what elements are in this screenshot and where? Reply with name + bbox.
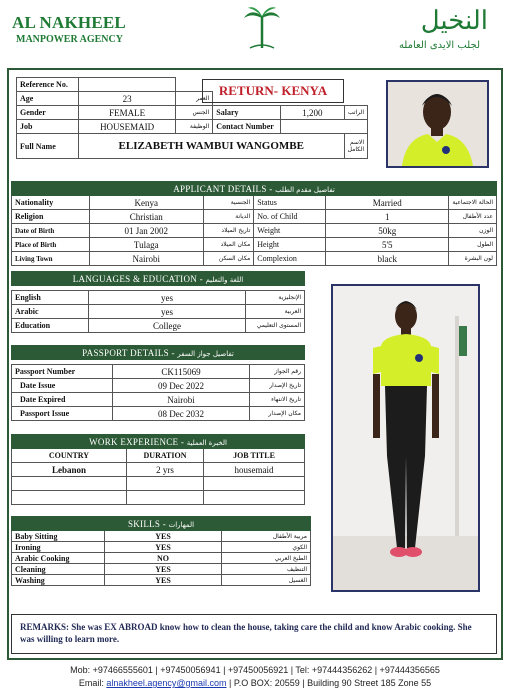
brand-subtitle-arabic: لجلب الايدى العامله xyxy=(398,40,480,51)
column-duration: DURATION xyxy=(127,449,204,463)
complexion-label: Complexion xyxy=(254,252,326,266)
pob-label: Place of Birth xyxy=(12,238,90,252)
brand-subtitle: MANPOWER AGENCY xyxy=(16,34,123,45)
skill-row xyxy=(12,531,311,542)
english-value: yes xyxy=(89,291,246,305)
status-label: Status xyxy=(254,196,326,210)
washing-arabic-label: الغسيل xyxy=(222,575,311,586)
languages-header-text: LANGUAGES & EDUCATION - xyxy=(72,273,206,284)
languages-header xyxy=(12,272,305,286)
education-arabic-label: المستوى التعليمي xyxy=(246,319,305,333)
cleaning-value: YES xyxy=(105,564,222,575)
arabic-arabic-label: العربية xyxy=(246,305,305,319)
gender-label: Gender xyxy=(17,106,79,120)
passport-header xyxy=(12,346,305,360)
job-label: Job xyxy=(17,120,79,134)
skills-header xyxy=(12,517,311,531)
contact-value xyxy=(281,120,368,134)
full-body-photo xyxy=(331,284,480,592)
ironing-arabic-label: الكوي xyxy=(222,542,311,553)
date-expired-label: Date Expired xyxy=(12,393,113,407)
children-arabic-label: عدد الأطفال xyxy=(449,210,497,224)
arabic-cooking-label: Arabic Cooking xyxy=(12,553,105,564)
baby-sitting-value: YES xyxy=(105,531,222,542)
religion-value: Christian xyxy=(89,210,203,224)
remarks-box: REMARKS: She was EX ABROAD know how to clean the house, taking care the child and know Arabic cooking. She was willing to learn more. xyxy=(11,614,497,654)
contact-label: Contact Number xyxy=(213,120,281,134)
reference-value xyxy=(78,78,175,92)
portrait-photo xyxy=(386,80,489,168)
baby-sitting-arabic-label: مربية الأطفال xyxy=(222,531,311,542)
passport-header-arabic: تفاصيل جواز السفر xyxy=(177,349,234,358)
passport-issue-value: 08 Dec 2032 xyxy=(113,407,250,421)
salary-arabic-label: الراتب xyxy=(344,106,367,120)
height-label: Height xyxy=(254,238,326,252)
living-town-label: Living Town xyxy=(12,252,90,266)
nationality-arabic-label: الجنسية xyxy=(203,196,253,210)
skills-header-text: SKILLS - xyxy=(127,518,169,529)
work-country-cell: Lebanon xyxy=(12,463,127,477)
applicant-header xyxy=(12,182,497,196)
fullname-value: ELIZABETH WAMBUI WANGOMBE xyxy=(78,134,344,159)
nationality-label: Nationality xyxy=(12,196,90,210)
applicant-header-text: APPLICANT DETAILS - xyxy=(173,183,276,194)
fullname-label: Full Name xyxy=(17,134,79,159)
religion-label: Religion xyxy=(12,210,90,224)
applicant-row xyxy=(12,224,497,238)
status-banner: RETURN- KENYA xyxy=(202,79,344,103)
weight-label: Weight xyxy=(254,224,326,238)
work-title-cell: housemaid xyxy=(204,463,305,477)
passport-issue-arabic-label: مكان الإصدار xyxy=(250,407,305,421)
languages-education-table xyxy=(11,271,305,333)
table-row xyxy=(12,463,305,477)
passport-details-table xyxy=(11,345,305,421)
ironing-value: YES xyxy=(105,542,222,553)
date-expired-arabic-label: تاريخ الانتهاء xyxy=(250,393,305,407)
fullname-arabic-label: الاسم الكامل xyxy=(344,134,367,159)
language-row xyxy=(12,305,305,319)
salary-label: Salary xyxy=(213,106,281,120)
footer-email-prefix: Email: xyxy=(78,678,107,688)
age-value: 23 xyxy=(78,92,175,106)
dob-label: Date of Birth xyxy=(12,224,90,238)
height-value: 5'5 xyxy=(326,238,449,252)
passport-header-text: PASSPORT DETAILS - xyxy=(82,347,178,358)
children-label: No. of Child xyxy=(254,210,326,224)
passport-number-arabic-label: رقم الجواز xyxy=(250,365,305,379)
cleaning-arabic-label: التنظيف xyxy=(222,564,311,575)
status-value: Married xyxy=(326,196,449,210)
washing-label: Washing xyxy=(12,575,105,586)
skill-row xyxy=(12,564,311,575)
passport-number-label: Passport Number xyxy=(12,365,113,379)
education-label: Education xyxy=(12,319,89,333)
arabic-cooking-arabic-label: الطبخ العربي xyxy=(222,553,311,564)
job-value: HOUSEMAID xyxy=(78,120,175,134)
dob-value: 01 Jan 2002 xyxy=(89,224,203,238)
arabic-label: Arabic xyxy=(12,305,89,319)
age-arabic-label: العمر xyxy=(176,92,213,106)
footer-address: | P.O BOX: 20559 | Building 90 Street 185 Zone 55 xyxy=(226,678,432,688)
work-header-arabic: الخبرة العملية xyxy=(186,438,227,447)
passport-row xyxy=(12,393,305,407)
passport-row xyxy=(12,379,305,393)
nationality-value: Kenya xyxy=(89,196,203,210)
salary-value: 1,200 xyxy=(281,106,345,120)
table-row-empty xyxy=(12,491,305,505)
column-country: COUNTRY xyxy=(12,449,127,463)
gender-arabic-label: الجنس xyxy=(176,106,213,120)
applicant-row xyxy=(12,238,497,252)
baby-sitting-label: Baby Sitting xyxy=(12,531,105,542)
passport-issue-label: Passport Issue xyxy=(12,407,113,421)
reference-label: Reference No. xyxy=(17,78,79,92)
palm-logo-icon xyxy=(240,4,284,52)
applicant-row xyxy=(12,252,497,266)
education-value: College xyxy=(89,319,246,333)
dob-arabic-label: تاريخ الميلاد xyxy=(203,224,253,238)
living-town-value: Nairobi xyxy=(89,252,203,266)
arabic-cooking-value: NO xyxy=(105,553,222,564)
language-row xyxy=(12,319,305,333)
date-issue-value: 09 Dec 2022 xyxy=(113,379,250,393)
english-arabic-label: الإنجليزية xyxy=(246,291,305,305)
passport-number-value: CK115069 xyxy=(113,365,250,379)
ironing-label: Ironing xyxy=(12,542,105,553)
height-arabic-label: الطول xyxy=(449,238,497,252)
complexion-value: black xyxy=(326,252,449,266)
status-arabic-label: الحالة الاجتماعية xyxy=(449,196,497,210)
cleaning-label: Cleaning xyxy=(12,564,105,575)
arabic-value: yes xyxy=(89,305,246,319)
children-value: 1 xyxy=(326,210,449,224)
weight-arabic-label: الوزن xyxy=(449,224,497,238)
work-experience-table xyxy=(11,434,305,505)
washing-value: YES xyxy=(105,575,222,586)
brand-name-arabic: النخيل xyxy=(420,6,488,36)
job-arabic-label: الوظيفة xyxy=(176,120,213,134)
complexion-arabic-label: لون البشرة xyxy=(449,252,497,266)
age-label: Age xyxy=(17,92,79,106)
living-town-arabic-label: مكان السكن xyxy=(203,252,253,266)
footer-contact xyxy=(0,678,510,688)
skills-header-arabic: المهارات xyxy=(168,520,195,529)
languages-header-arabic: اللغة والتعليم xyxy=(205,275,244,284)
applicant-row xyxy=(12,210,497,224)
date-expired-value: Nairobi xyxy=(113,393,250,407)
applicant-header-arabic: تفاصيل مقدم الطلب xyxy=(275,185,335,194)
passport-row xyxy=(12,407,305,421)
skill-row xyxy=(12,553,311,564)
date-issue-label: Date Issue xyxy=(12,379,113,393)
skill-row xyxy=(12,542,311,553)
religion-arabic-label: الديانة xyxy=(203,210,253,224)
passport-row xyxy=(12,365,305,379)
work-header xyxy=(12,435,305,449)
full-body-figure-icon xyxy=(333,286,478,590)
work-header-text: WORK EXPERIENCE - xyxy=(89,436,187,447)
brand-name: AL NAKHEEL xyxy=(12,13,126,32)
email-link[interactable]: alnakheel.agency@gmail.com xyxy=(106,678,227,688)
language-row xyxy=(12,291,305,305)
table-row-empty xyxy=(12,477,305,491)
date-issue-arabic-label: تاريخ الإصدار xyxy=(250,379,305,393)
pob-value: Tulaga xyxy=(89,238,203,252)
column-job-title: JOB TITLE xyxy=(204,449,305,463)
english-label: English xyxy=(12,291,89,305)
portrait-figure-icon xyxy=(388,82,487,166)
footer-phones: Mob: +97466555601 | +97450056941 | +97450056921 | Tel: +97444356262 | +97444356565 xyxy=(70,665,440,675)
weight-value: 50kg xyxy=(326,224,449,238)
work-duration-cell: 2 yrs xyxy=(127,463,204,477)
gender-value: FEMALE xyxy=(78,106,175,120)
skills-table xyxy=(11,516,311,586)
applicant-details-table xyxy=(11,181,497,266)
skill-row xyxy=(12,575,311,586)
pob-arabic-label: مكان الميلاد xyxy=(203,238,253,252)
applicant-row xyxy=(12,196,497,210)
